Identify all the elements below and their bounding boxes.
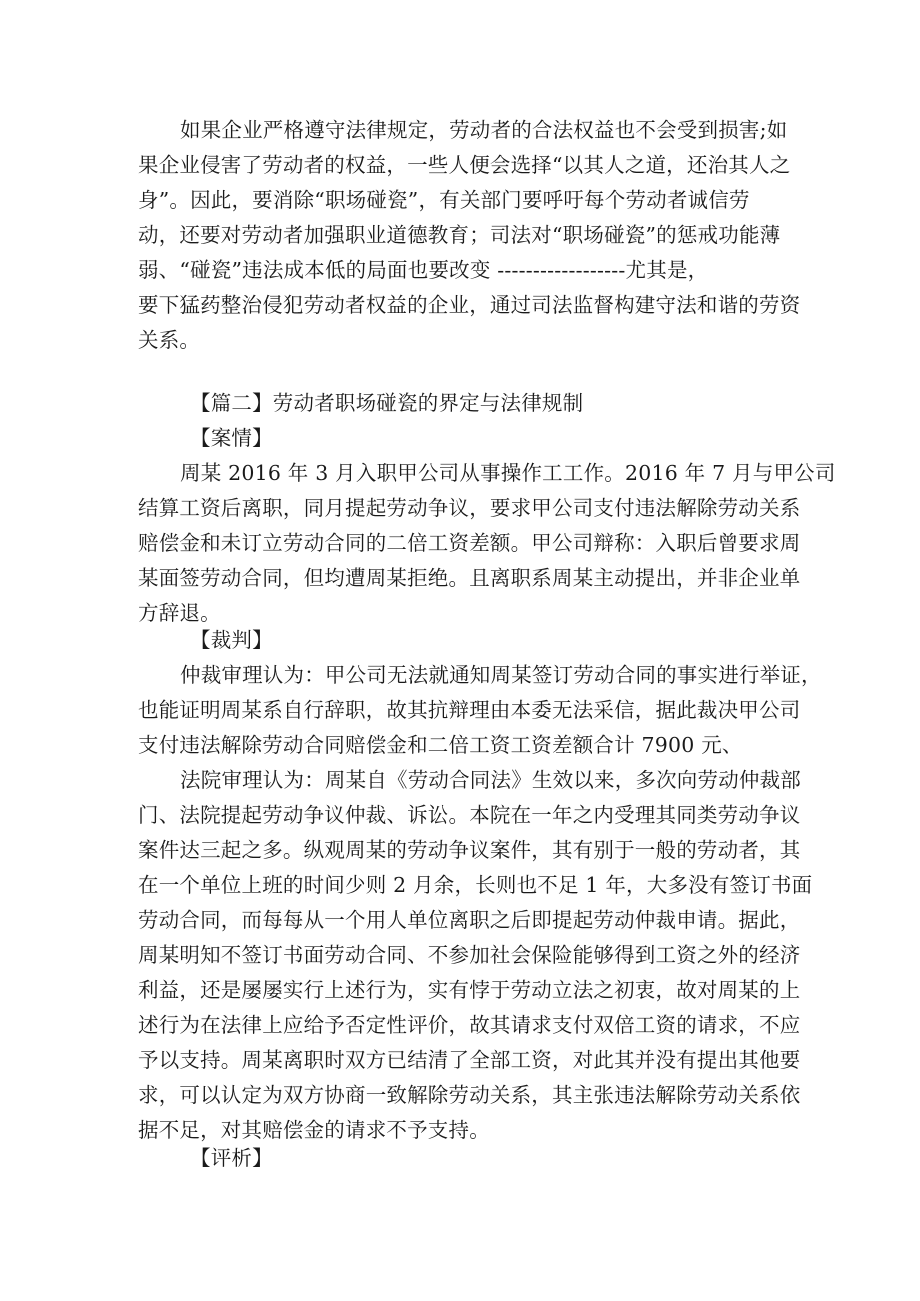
case-paragraph-line-4: 某面签劳动合同，但均遭周某拒绝。且离职系周某主动提出，并非企业单	[138, 566, 801, 590]
court-paragraph-line-9: 予以支持。周某离职时双方已结清了全部工资，对此其并没有提出其他要	[138, 1048, 801, 1072]
case-heading: 【案情】	[190, 426, 273, 450]
paragraph-1-line-2: 果企业侵害了劳动者的权益，一些人便会选择“以其人之道，还治其人之	[138, 153, 791, 177]
court-paragraph-line-8: 述行为在法律上应给予否定性评价，故其请求支付双倍工资的请求，不应	[138, 1013, 801, 1037]
analysis-heading: 【评析】	[190, 1146, 273, 1170]
arbitration-paragraph-line-1: 仲裁审理认为：甲公司无法就通知周某签订劳动合同的事实进行举证，	[180, 663, 822, 687]
paragraph-1-line-3: 身”。因此，要消除“职场碰瓷”，有关部门要呼吁每个劳动者诚信劳	[138, 188, 750, 212]
ruling-heading: 【裁判】	[190, 628, 273, 652]
court-paragraph-line-10: 求，可以认定为双方协商一致解除劳动关系，其主张违法解除劳动关系依	[138, 1083, 801, 1107]
case-paragraph-line-1: 周某 2016 年 3 月入职甲公司从事操作工工作。2016 年 7 月与甲公司	[180, 461, 836, 485]
paragraph-1-line-1: 如果企业严格遵守法律规定，劳动者的合法权益也不会受到损害;如	[180, 118, 788, 142]
court-paragraph-line-5: 劳动合同，而每每从一个用人单位离职之后即提起劳动仲裁申请。据此，	[138, 908, 801, 932]
case-paragraph-line-3: 赔偿金和未订立劳动合同的二倍工资差额。甲公司辩称：入职后曾要求周	[138, 531, 801, 555]
court-paragraph-line-3: 案件达三起之多。纵观周某的劳动争议案件，其有别于一般的劳动者，其	[138, 838, 801, 862]
paragraph-1-line-5: 弱、“碰瓷”违法成本低的局面也要改变 ------------------尤其是，	[138, 258, 709, 282]
paragraph-1-line-4: 动，还要对劳动者加强职业道德教育；司法对“职场碰瓷”的惩戒功能薄	[138, 223, 781, 247]
arbitration-paragraph-line-3: 支付违法解除劳动合同赔偿金和二倍工资工资差额合计 7900 元、	[138, 733, 743, 757]
section-title: 【篇二】劳动者职场碰瓷的界定与法律规制	[190, 391, 584, 415]
court-paragraph-line-2: 门、法院提起劳动争议仲裁、诉讼。本院在一年之内受理其同类劳动争议	[138, 803, 801, 827]
case-paragraph-line-2: 结算工资后离职，同月提起劳动争议，要求甲公司支付违法解除劳动关系	[138, 496, 801, 520]
court-paragraph-line-4: 在一个单位上班的时间少则 2 月余，长则也不足 1 年，大多没有签订书面	[138, 873, 813, 897]
paragraph-1-line-6: 要下猛药整治侵犯劳动者权益的企业，通过司法监督构建守法和谐的劳资	[138, 293, 801, 317]
paragraph-1-line-7: 关系。	[138, 328, 201, 352]
court-paragraph-line-7: 利益，还是屡屡实行上述行为，实有悖于劳动立法之初衷，故对周某的上	[138, 978, 801, 1002]
court-paragraph-line-11: 据不足，对其赔偿金的请求不予支持。	[138, 1118, 490, 1142]
court-paragraph-line-6: 周某明知不签订书面劳动合同、不参加社会保险能够得到工资之外的经济	[138, 943, 801, 967]
case-paragraph-line-5: 方辞退。	[138, 601, 221, 625]
court-paragraph-line-1: 法院审理认为：周某自《劳动合同法》生效以来，多次向劳动仲裁部	[180, 768, 801, 792]
arbitration-paragraph-line-2: 也能证明周某系自行辞职，故其抗辩理由本委无法采信，据此裁决甲公司	[138, 698, 801, 722]
